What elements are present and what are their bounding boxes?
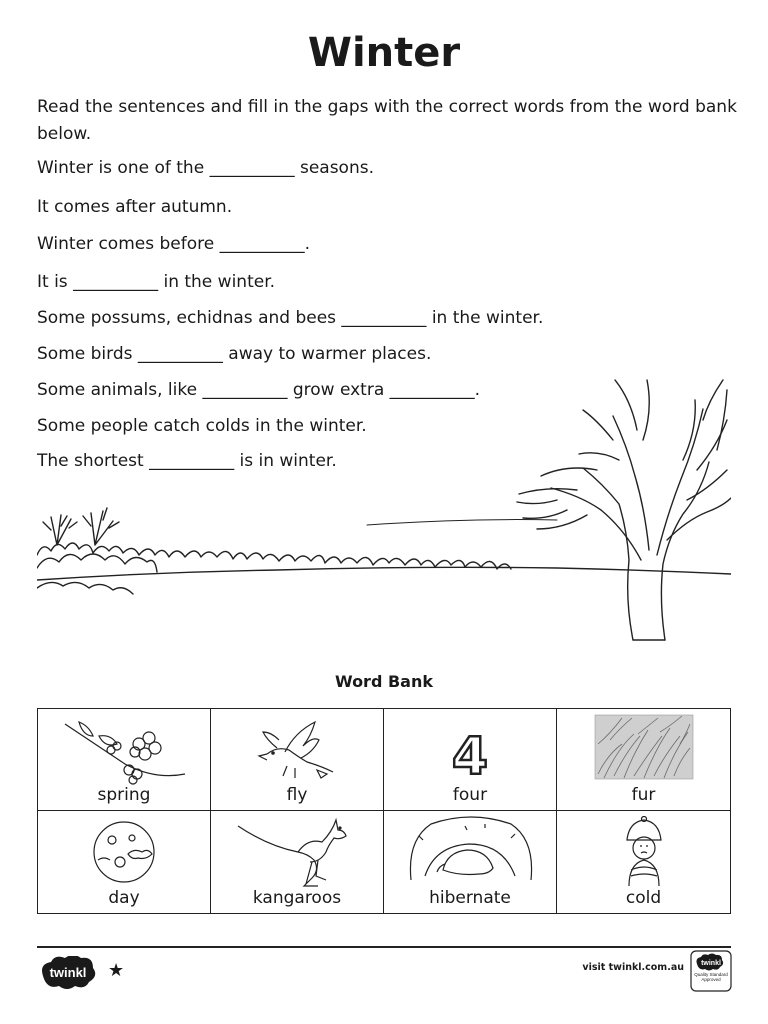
word-bank-cell-day [38, 811, 211, 913]
word-fly: fly [286, 785, 308, 805]
flower-branch-icon [59, 714, 189, 786]
sentence-2: It comes after autumn. [37, 197, 233, 217]
badge-text: Quality Standard Approved [694, 972, 728, 982]
word-kangaroos: kangaroos [252, 888, 342, 908]
svg-text:twinkl: twinkl [49, 965, 87, 980]
word-bank-cell-spring [38, 709, 211, 811]
word-bank-cell-four [384, 709, 557, 811]
bird-icon [247, 714, 347, 786]
svg-text:4: 4 [451, 727, 489, 786]
word-hibernate: hibernate [429, 888, 511, 908]
cold-child-icon [609, 816, 679, 888]
word-bank-cell-hibernate [384, 811, 557, 913]
twinkl-logo[interactable] [37, 956, 99, 990]
word-bank-cell-kangaroos [211, 811, 384, 913]
number-four-icon [435, 714, 505, 786]
sentence-5: Some possums, echidnas and bees __________ in the winter. [37, 308, 544, 328]
sentence-3: Winter comes before __________. [37, 234, 310, 254]
moon-icon [84, 816, 164, 888]
sentence-4: It is __________ in the winter. [37, 272, 276, 292]
page-title: Winter [307, 30, 461, 76]
word-bank-cell-fur [557, 709, 730, 811]
word-bank-cell-fly [211, 709, 384, 811]
word-four: four [452, 785, 488, 805]
kangaroo-icon [232, 816, 362, 888]
visit-link[interactable]: visit twinkl.com.au [582, 962, 684, 973]
quality-standard-badge [690, 950, 732, 992]
sentence-9: The shortest __________ is in winter. [37, 451, 337, 471]
word-spring: spring [97, 785, 151, 805]
instructions: Read the sentences and fill in the gaps with the correct words from the word bank below. [37, 97, 737, 144]
sleeping-animal-icon [405, 816, 535, 888]
star-icon: ★ [108, 960, 125, 981]
word-bank-cell-cold [557, 811, 730, 913]
fur-texture-icon [594, 714, 694, 780]
sentence-6: Some birds __________ away to warmer places. [37, 344, 432, 364]
sentence-7: Some animals, like __________ grow extra __________. [37, 380, 481, 400]
sentence-1: Winter is one of the __________ seasons. [37, 158, 374, 178]
word-bank-grid [37, 708, 731, 914]
svg-text:twinkl: twinkl [701, 960, 721, 967]
winter-landscape-illustration [37, 340, 731, 645]
word-day: day [108, 888, 140, 908]
word-bank-title: Word Bank [334, 672, 433, 691]
word-cold: cold [625, 888, 662, 908]
word-fur: fur [631, 785, 656, 805]
sentence-8: Some people catch colds in the winter. [37, 416, 367, 436]
footer-divider [37, 946, 731, 948]
